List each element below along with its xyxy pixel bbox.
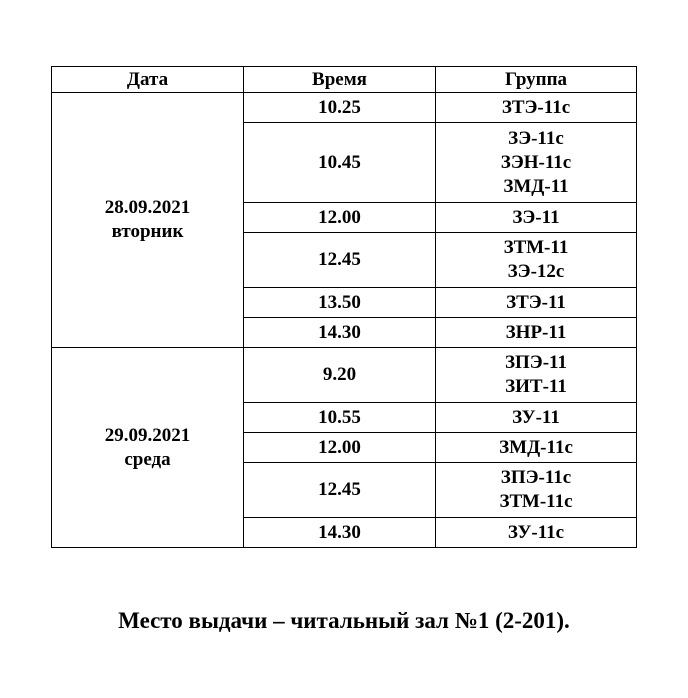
schedule-table <box>51 66 637 548</box>
group-name: ЗТЭ-11 <box>506 291 566 313</box>
date-value: 28.09.2021 <box>104 197 191 218</box>
group-name: ЗТМ-11 <box>503 237 569 258</box>
group-cell <box>436 348 637 403</box>
time-cell: 9.20 <box>244 348 436 403</box>
table-row <box>52 93 637 123</box>
group-name: ЗПЭ-11 <box>505 352 567 373</box>
group-name: ЗУ-11с <box>507 521 565 543</box>
schedule-body <box>52 93 637 548</box>
weekday-value: среда <box>124 448 171 470</box>
date-cell <box>52 93 244 348</box>
time-cell: 12.00 <box>244 203 436 233</box>
group-cell <box>436 318 637 348</box>
group-cell <box>436 463 637 518</box>
group-cell <box>436 288 637 318</box>
date-cell <box>52 348 244 548</box>
footer-note: Место выдачи – читальный зал №1 (2-201). <box>118 608 570 633</box>
header-time: Время <box>244 67 436 93</box>
header-row <box>52 67 637 93</box>
group-name: ЗТМ-11с <box>499 491 573 512</box>
time-cell: 14.30 <box>244 318 436 348</box>
group-name: ЗТЭ-11с <box>501 96 571 118</box>
time-cell: 10.45 <box>244 123 436 203</box>
group-cell <box>436 518 637 548</box>
group-name: ЗПЭ-11с <box>500 467 572 488</box>
time-cell: 10.55 <box>244 403 436 433</box>
group-cell <box>436 123 637 203</box>
group-name: ЗМД-11с <box>499 436 573 458</box>
time-cell: 10.25 <box>244 93 436 123</box>
group-name: ЗИТ-11 <box>505 376 567 397</box>
group-name: ЗЭ-11 <box>512 206 560 228</box>
group-cell <box>436 203 637 233</box>
header-group: Группа <box>436 67 637 93</box>
time-cell: 13.50 <box>244 288 436 318</box>
time-cell: 12.45 <box>244 233 436 288</box>
group-cell <box>436 433 637 463</box>
weekday-value: вторник <box>111 221 184 242</box>
group-name: ЗЭ-12с <box>507 261 565 282</box>
table-row <box>52 348 637 403</box>
group-name: ЗМД-11 <box>503 175 569 197</box>
group-cell <box>436 93 637 123</box>
time-cell: 12.00 <box>244 433 436 463</box>
group-cell <box>436 233 637 288</box>
date-value: 29.09.2021 <box>104 424 191 446</box>
group-name: ЗУ-11 <box>512 406 560 428</box>
time-cell: 14.30 <box>244 518 436 548</box>
group-name: ЗНР-11 <box>505 321 567 343</box>
group-name: ЗЭН-11с <box>500 151 572 173</box>
group-name: ЗЭ-11с <box>508 127 564 149</box>
time-cell: 12.45 <box>244 463 436 518</box>
header-date: Дата <box>52 67 244 93</box>
group-cell <box>436 403 637 433</box>
